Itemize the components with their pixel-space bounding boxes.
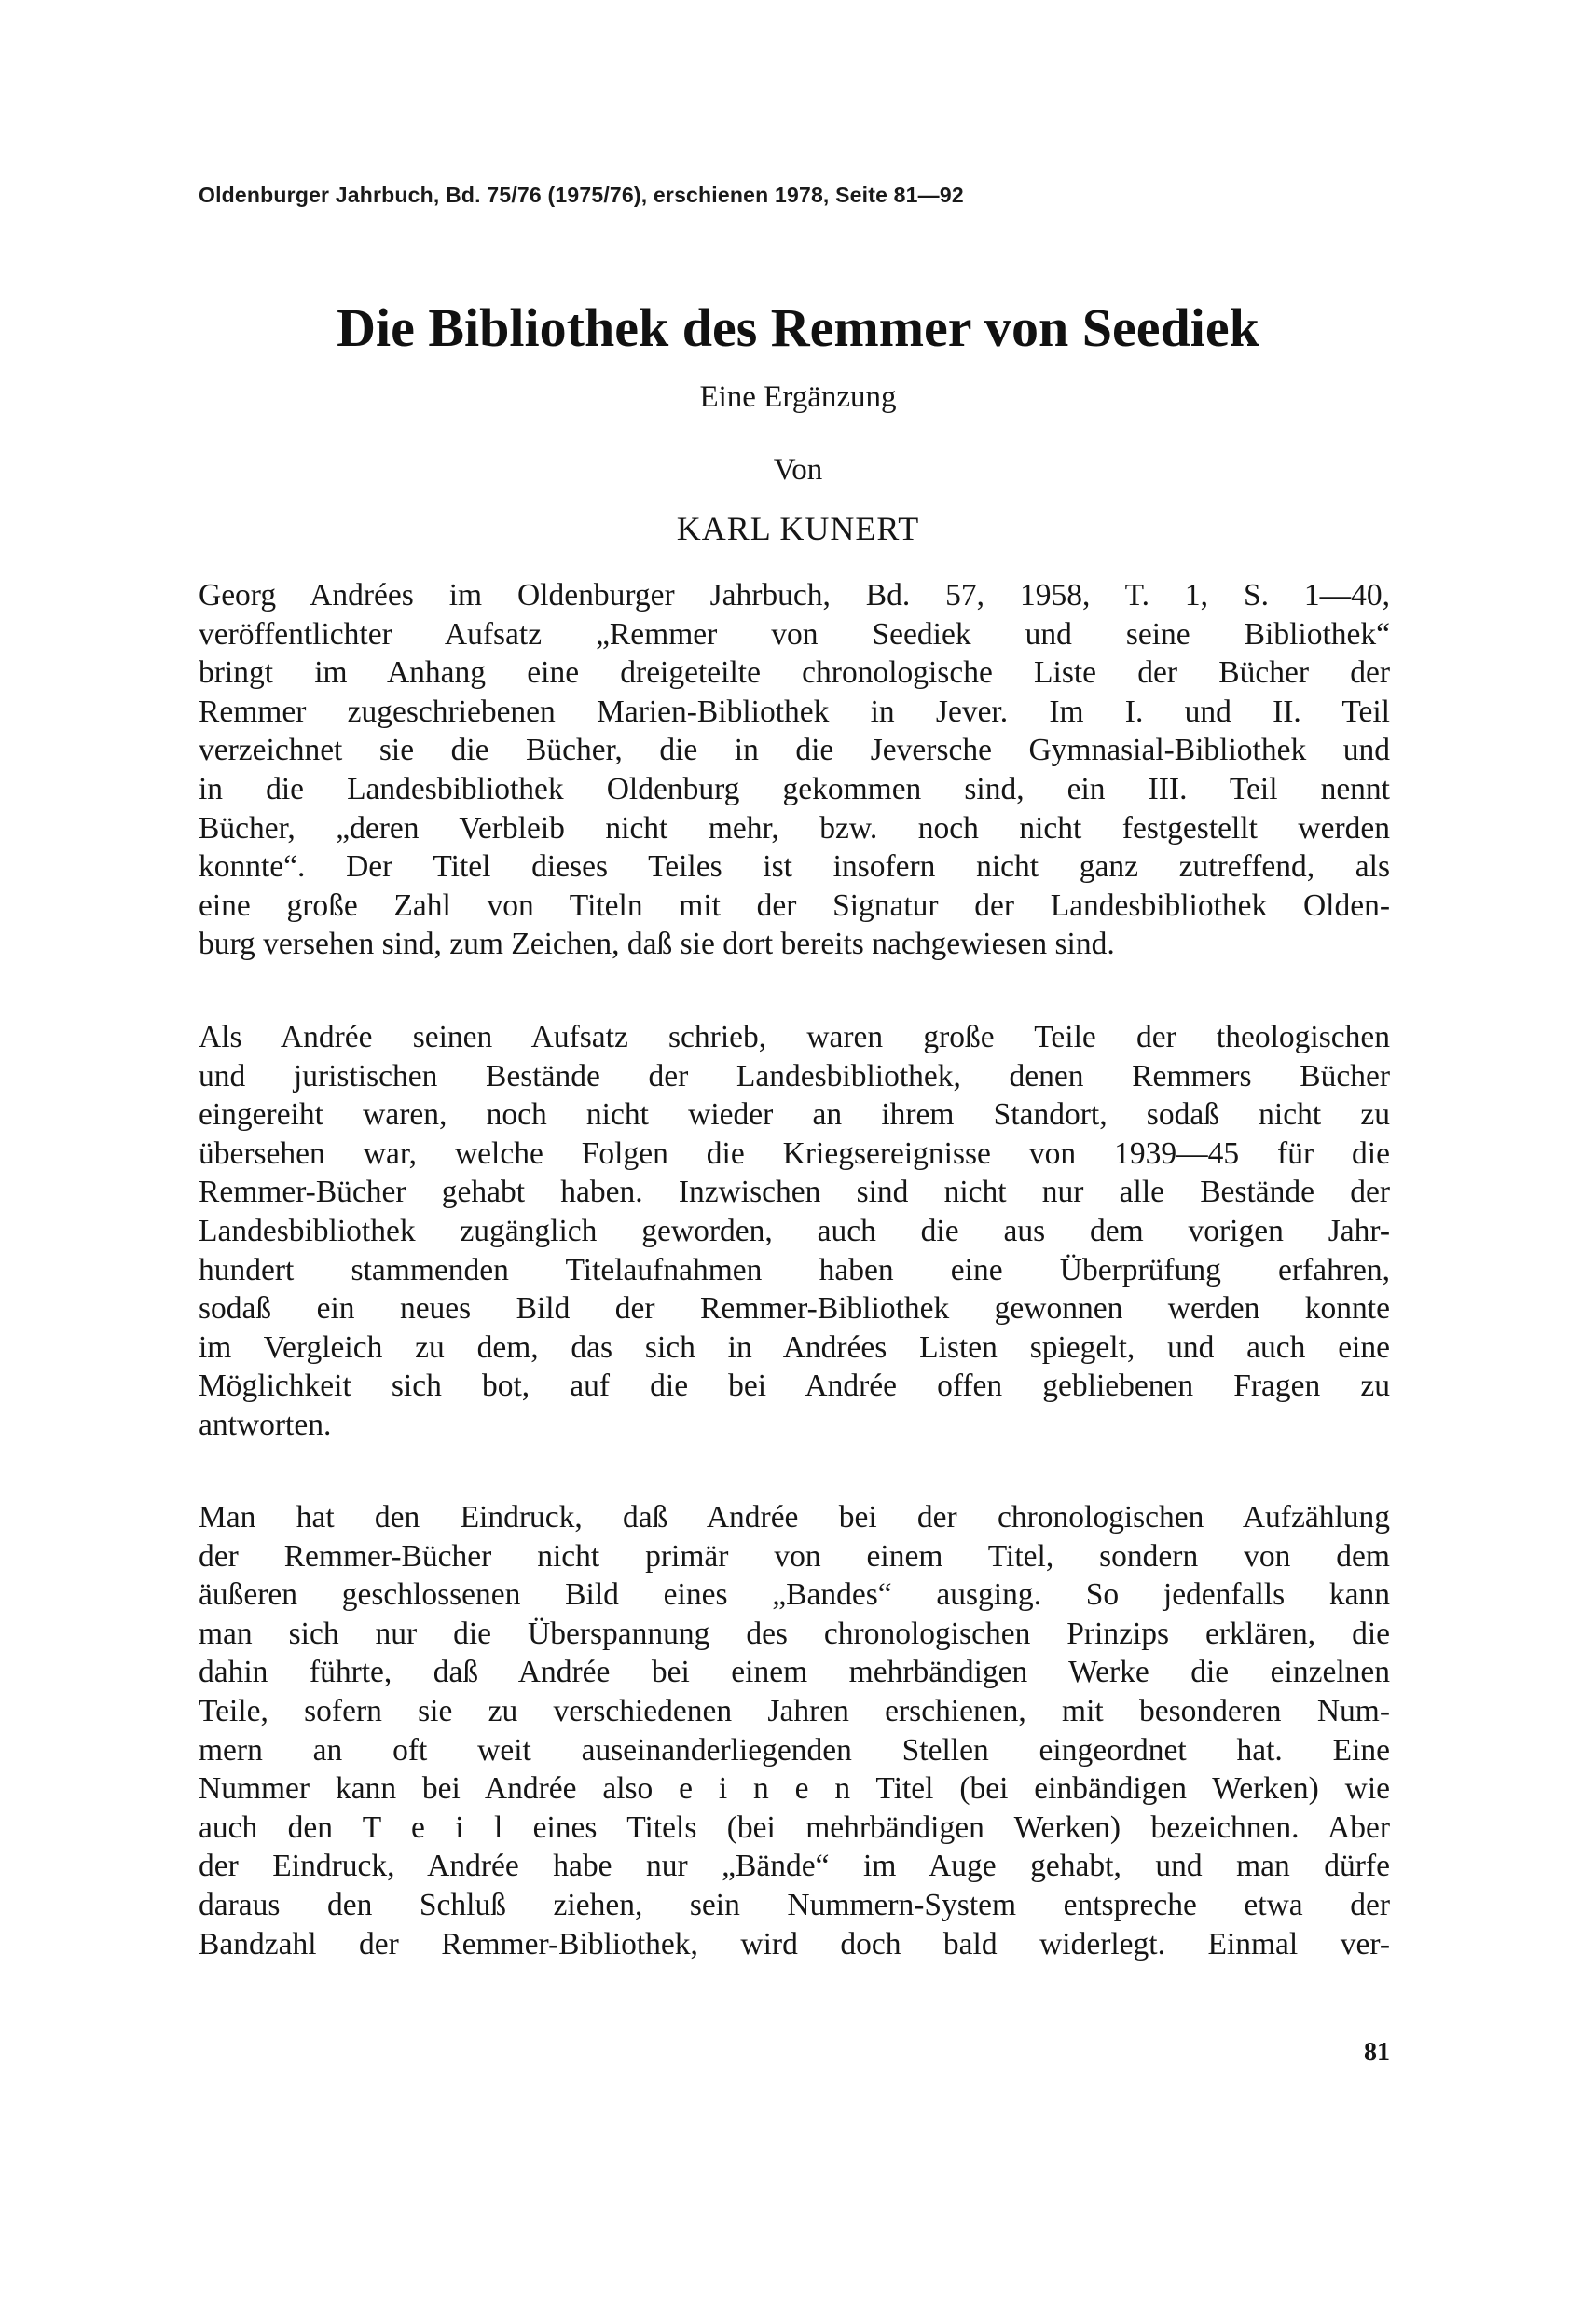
text-line: daraus den Schluß ziehen, sein Nummern-System entspreche etwa der <box>199 1887 1390 1922</box>
text-line: verzeichnet sie die Bücher, die in die Jeversche Gymnasial-Bibliothek und <box>199 733 1390 768</box>
article-subtitle: Eine Ergänzung <box>699 380 897 414</box>
text-line: äußeren geschlossenen Bild eines „Bandes“ ausging. So jedenfalls kann <box>199 1577 1390 1613</box>
paragraph-3 <box>199 1498 1390 1963</box>
text-line: im Vergleich zu dem, das sich in Andrées Listen spiegelt, und auch eine <box>199 1329 1390 1365</box>
text-line: auch den T e i l eines Titels (bei mehrbändigen Werken) bezeichnen. Aber <box>199 1810 1390 1845</box>
text-line: in die Landesbibliothek Oldenburg gekommen sind, ein III. Teil nennt <box>199 771 1390 806</box>
text-line: Nummer kann bei Andrée also e i n e n Titel (bei einbändigen Werken) wie <box>199 1771 1390 1807</box>
text-line: Remmer-Bücher gehabt haben. Inzwischen sind nicht nur alle Bestände der <box>199 1175 1390 1210</box>
text-line: bringt im Anhang eine dreigeteilte chronologische Liste der Bücher der <box>199 655 1390 691</box>
text-line: Teile, sofern sie zu verschiedenen Jahren erschienen, mit besonderen Num- <box>199 1693 1390 1728</box>
text-line: hundert stammenden Titelaufnahmen haben eine Überprüfung erfahren, <box>199 1252 1390 1287</box>
running-head: Oldenburger Jahrbuch, Bd. 75/76 (1975/76), erschienen 1978, Seite 81—92 <box>199 183 964 207</box>
text-line: eingereiht waren, noch nicht wieder an ihrem Standort, sodaß nicht zu <box>199 1097 1390 1133</box>
paragraph-2 <box>199 1018 1390 1445</box>
text-line: mern an oft weit auseinanderliegenden Stellen eingeordnet hat. Eine <box>199 1732 1390 1768</box>
text-line: Bandzahl der Remmer-Bibliothek, wird doch bald widerlegt. Einmal ver- <box>199 1926 1390 1961</box>
text-line: Man hat den Eindruck, daß Andrée bei der chronologischen Aufzählung <box>199 1500 1390 1534</box>
page-number: 81 <box>1364 2038 1390 2067</box>
text-line: Möglichkeit sich bot, auf die bei Andrée offen gebliebenen Fragen zu <box>199 1369 1390 1404</box>
text-line: antworten. <box>199 1407 332 1442</box>
paragraph-1 <box>199 576 1390 964</box>
text-line: eine große Zahl von Titeln mit der Signatur der Landesbibliothek Olden- <box>199 888 1390 923</box>
article-title: Die Bibliothek des Remmer von Seediek <box>337 297 1259 358</box>
text-line: man sich nur die Überspannung des chronologischen Prinzips erklären, die <box>199 1616 1390 1651</box>
text-line: Als Andrée seinen Aufsatz schrieb, waren große Teile der theologischen <box>199 1020 1390 1054</box>
author-name: KARL KUNERT <box>676 510 920 547</box>
text-line: übersehen war, welche Folgen die Kriegsereignisse von 1939—45 für die <box>199 1135 1390 1171</box>
text-line: sodaß ein neues Bild der Remmer-Bibliothek gewonnen werden konnte <box>199 1291 1390 1327</box>
text-line: burg versehen sind, zum Zeichen, daß sie dort bereits nachgewiesen sind. <box>199 927 1115 962</box>
text-line: und juristischen Bestände der Landesbibliothek, denen Remmers Bücher <box>199 1058 1390 1094</box>
text-line: dahin führte, daß Andrée bei einem mehrbändigen Werke die einzelnen <box>199 1655 1390 1690</box>
byline-von: Von <box>773 453 823 487</box>
text-line: Remmer zugeschriebenen Marien-Bibliothek in Jever. Im I. und II. Teil <box>199 694 1390 729</box>
text-line: veröffentlichter Aufsatz „Remmer von Seediek und seine Bibliothek“ <box>199 616 1390 652</box>
text-line: der Eindruck, Andrée habe nur „Bände“ im Auge gehabt, und man dürfe <box>199 1849 1390 1884</box>
text-line: konnte“. Der Titel dieses Teiles ist insofern nicht ganz zutreffend, als <box>199 849 1390 885</box>
text-line: Georg Andrées im Oldenburger Jahrbuch, Bd. 57, 1958, T. 1, S. 1—40, <box>199 578 1390 612</box>
text-line: Bücher, „deren Verbleib nicht mehr, bzw. noch nicht festgestellt werden <box>199 810 1390 846</box>
text-line: Landesbibliothek zugänglich geworden, auch die aus dem vorigen Jahr- <box>199 1213 1390 1248</box>
text-line: der Remmer-Bücher nicht primär von einem Titel, sondern von dem <box>199 1538 1390 1574</box>
